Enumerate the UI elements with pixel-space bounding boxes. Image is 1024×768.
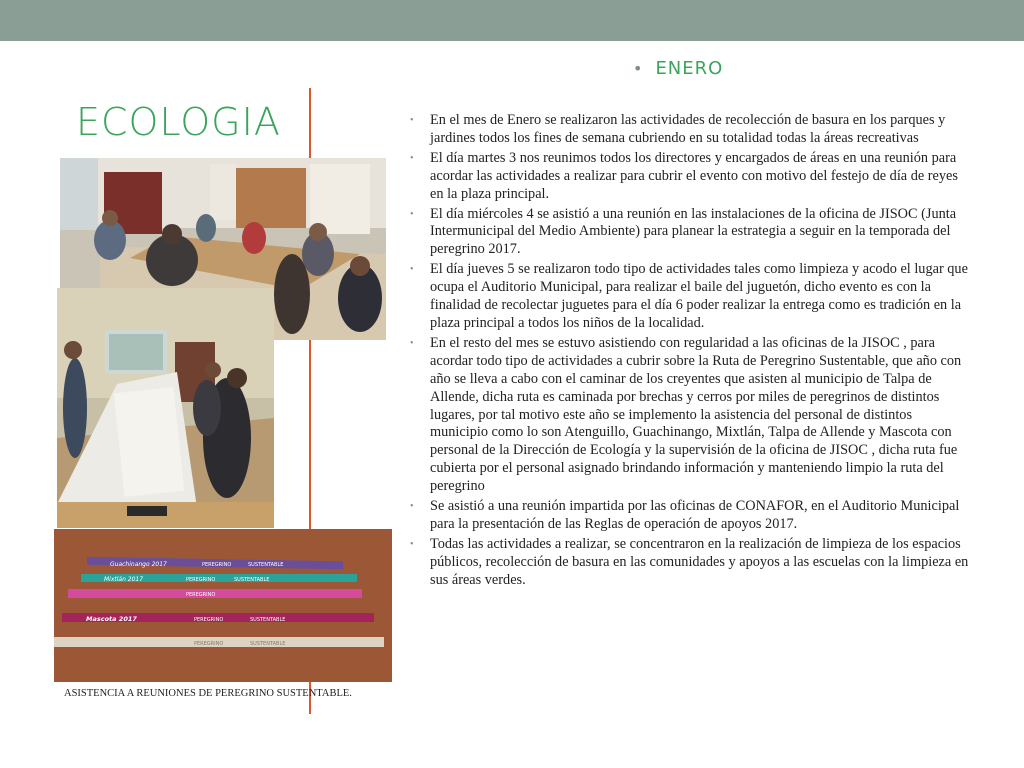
bracelet-2-label: Mixtlán 2017 xyxy=(104,576,144,583)
month-heading xyxy=(633,58,723,79)
list-item xyxy=(410,335,970,496)
photo-bracelets xyxy=(54,529,392,682)
list-item xyxy=(410,206,970,260)
bullet-icon: • xyxy=(410,337,414,349)
list-item-text: El día miércoles 4 se asistió a una reunión en las instalaciones de la oficina de JISOC (Junta Intermunicipal del Medio Ambiente) para planear la estrategia a seguir en la temporada del peregrino 2017. xyxy=(430,205,957,258)
list-item-text: El día jueves 5 se realizaron todo tipo de actividades tales como limpieza y acodo el lugar que ocupa el Auditorio Municipal, para realizar el baile del juguetón, dicho evento es con la finalidad de recolectar juguetes para el día 6 poder realizar la entrega como es tradición en la plaza principal a todos los niños de la localidad. xyxy=(430,261,968,331)
bullet-icon: • xyxy=(410,501,414,513)
list-item-text: En el mes de Enero se realizaron las actividades de recolección de basura en los parques y jardines todos los fines de semana cubriendo en su totalidad todas la áreas recreativas xyxy=(430,112,946,146)
page-title: ECOLOGIA xyxy=(76,100,281,144)
bracelet-5 xyxy=(54,637,384,647)
list-item xyxy=(410,261,970,333)
list-item xyxy=(410,150,970,204)
list-item-text: Todas las actividades a realizar, se concentraron en la realización de limpieza de los espacios públicos, recolección de basura en las comunidades y apoyos a las escuelas con la limpieza en sus áreas verdes. xyxy=(430,535,969,588)
bracelet-2-tag: SUSTENTABLE xyxy=(234,577,270,583)
bracelet-2 xyxy=(81,574,357,583)
bracelet-2-brand: PEREGRINO xyxy=(186,577,216,583)
bullet-dot-icon: • xyxy=(633,59,644,78)
bracelet-4-brand: PEREGRINO xyxy=(194,617,224,623)
photo-map-review xyxy=(57,288,274,528)
bullet-icon: • xyxy=(410,115,414,126)
list-item-text: Se asistió a una reunión impartida por las oficinas de CONAFOR, en el Auditorio Municipal para la presentación de las Reglas de operación de apoyos 2017. xyxy=(430,498,960,532)
bracelets-image xyxy=(54,529,392,682)
bracelet-1-tag: SUSTENTABLE xyxy=(248,562,284,568)
bracelet-4 xyxy=(62,613,374,623)
bracelet-5-tag: SUSTENTABLE xyxy=(250,641,286,647)
list-item xyxy=(410,536,970,590)
photo-caption: ASISTENCIA A REUNIONES DE PEREGRINO SUSTENTABLE. xyxy=(64,688,352,699)
list-item xyxy=(410,112,970,148)
month-label: ENERO xyxy=(655,58,724,79)
bullet-icon: • xyxy=(410,208,414,220)
list-item-text: En el resto del mes se estuvo asistiendo con regularidad a las oficinas de la JISOC , para acordar todo tipo de actividades a cubrir sobre la Ruta de Peregrino Sustentable, que año con año se lleva a cabo con el caminar de los creyentes que asisten al municipio de Talpa de Allende, dicha ruta es caminada por brechas y cerros por miles de peregrinos de distintos lugares, por tal motivo este año se implemento la asistencia del personal de distintos municipio como lo son Atenguillo, Guachinango, Mixtlán, Talpa de Allende y Mascota con personal de la Dirección de Ecología y la supervisión de la oficina de JISOC , dicha ruta fue cubierta por el personal asignado brindando información y manteniendo limpio la ruta del peregrino xyxy=(430,334,962,495)
list-item xyxy=(410,498,970,534)
bullet-icon: • xyxy=(410,264,414,276)
bullet-icon: • xyxy=(410,538,414,550)
top-banner xyxy=(0,0,1024,41)
activities-list xyxy=(410,112,970,592)
bracelet-4-label: Mascota 2017 xyxy=(86,615,137,623)
bracelet-5-brand: PEREGRINO xyxy=(194,641,224,647)
bracelet-3 xyxy=(68,589,362,598)
bullet-icon: • xyxy=(410,152,414,164)
bracelet-1-brand: PEREGRINO xyxy=(202,562,232,568)
map-review-image xyxy=(57,288,274,528)
bracelet-4-tag: SUSTENTABLE xyxy=(250,617,286,623)
bracelet-3-brand: PEREGRINO xyxy=(186,592,216,598)
list-item-text: El día martes 3 nos reunimos todos los directores y encargados de áreas en una reunión para acordar las actividades a realizar para cubrir el evento con motivo del festejo de día de reyes en la plaza principal. xyxy=(430,149,958,202)
bracelet-1-label: Guachinango 2017 xyxy=(110,561,167,568)
